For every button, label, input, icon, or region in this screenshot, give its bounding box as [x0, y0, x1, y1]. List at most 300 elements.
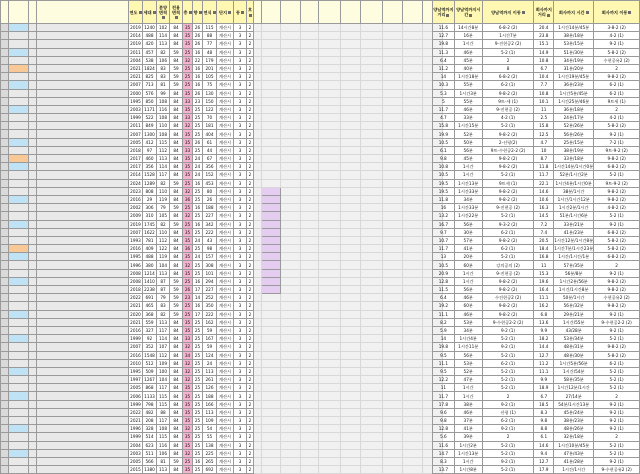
obscured-cell[interactable]: [383, 138, 403, 146]
obscured-cell[interactable]: [37, 310, 129, 318]
table-cell[interactable]: 13.2: [433, 212, 455, 220]
obscured-cell[interactable]: [301, 417, 319, 425]
table-cell[interactable]: 6-2 (1): [482, 245, 534, 253]
table-cell[interactable]: 2: [247, 277, 254, 285]
table-cell[interactable]: 25: [183, 457, 193, 465]
table-cell[interactable]: 5-2 (1): [482, 253, 534, 261]
obscured-cell[interactable]: [281, 32, 301, 40]
obscured-cell[interactable]: [361, 171, 383, 179]
obscured-cell[interactable]: [254, 245, 262, 253]
table-cell[interactable]: 12.7: [534, 351, 554, 359]
table-cell[interactable]: 3: [234, 195, 247, 203]
table-cell[interactable]: 3: [234, 449, 247, 457]
table-cell[interactable]: 9.7: [433, 228, 455, 236]
obscured-cell[interactable]: [9, 343, 29, 351]
obscured-cell[interactable]: [29, 310, 37, 318]
table-cell[interactable]: 3: [234, 441, 247, 449]
table-cell[interactable]: 계산시: [217, 245, 234, 253]
obscured-cell[interactable]: [383, 335, 403, 343]
obscured-cell[interactable]: [262, 138, 281, 146]
obscured-cell[interactable]: [29, 359, 37, 367]
obscured-cell[interactable]: [383, 89, 403, 97]
obscured-cell[interactable]: [361, 179, 383, 187]
table-cell[interactable]: 6-8-2 (2): [594, 163, 640, 171]
obscured-cell[interactable]: [262, 212, 281, 220]
table-cell[interactable]: 25: [193, 433, 203, 441]
obscured-cell[interactable]: [383, 97, 403, 105]
table-cell[interactable]: 59: [170, 302, 183, 310]
obscured-cell[interactable]: [361, 122, 383, 130]
table-cell[interactable]: 19.5: [433, 179, 455, 187]
obscured-cell[interactable]: [281, 294, 301, 302]
obscured-cell[interactable]: [341, 89, 361, 97]
obscured-cell[interactable]: [37, 384, 129, 392]
table-cell[interactable]: 9-8-2 (2): [594, 73, 640, 81]
obscured-cell[interactable]: [9, 204, 29, 212]
obscured-cell[interactable]: [262, 367, 281, 375]
table-cell[interactable]: 115: [157, 433, 170, 441]
table-cell[interactable]: 23: [193, 97, 203, 105]
obscured-cell[interactable]: [29, 417, 37, 425]
obscured-cell[interactable]: [383, 376, 403, 384]
obscured-cell[interactable]: [254, 286, 262, 294]
table-cell[interactable]: 3: [234, 114, 247, 122]
table-cell[interactable]: 9-2 (1): [594, 130, 640, 138]
table-cell[interactable]: 3: [234, 457, 247, 465]
table-cell[interactable]: 342: [203, 220, 217, 228]
table-cell[interactable]: 5-8-2 (2): [594, 48, 640, 56]
obscured-cell[interactable]: [319, 204, 341, 212]
table-cell[interactable]: 84: [170, 114, 183, 122]
table-cell[interactable]: 2017: [130, 156, 141, 162]
table-cell[interactable]: 84: [170, 228, 183, 236]
table-cell[interactable]: 33: [183, 97, 193, 105]
obscured-cell[interactable]: [1, 187, 9, 195]
table-cell[interactable]: 84: [170, 392, 183, 400]
table-cell[interactable]: 2003: [130, 106, 141, 112]
table-cell[interactable]: 56분/26분: [554, 130, 594, 138]
obscured-cell[interactable]: [383, 228, 403, 236]
table-cell[interactable]: 51분/30분: [554, 48, 594, 56]
obscured-cell[interactable]: [341, 400, 361, 408]
obscured-cell[interactable]: [341, 204, 361, 212]
obscured-cell[interactable]: [383, 417, 403, 425]
table-cell[interactable]: 35: [183, 408, 193, 416]
obscured-cell[interactable]: [37, 24, 129, 32]
table-cell[interactable]: 1133: [144, 393, 155, 399]
obscured-cell[interactable]: [37, 277, 129, 285]
obscured-cell[interactable]: [29, 367, 37, 375]
obscured-cell[interactable]: [341, 425, 361, 433]
obscured-cell[interactable]: [29, 302, 37, 310]
table-cell[interactable]: 6.1: [534, 433, 554, 441]
table-cell[interactable]: 9-수현공2-2 (2): [594, 318, 640, 326]
obscured-cell[interactable]: [281, 155, 301, 163]
table-cell[interactable]: 162: [203, 318, 217, 326]
table-cell[interactable]: 9-2 (1): [482, 326, 534, 334]
obscured-cell[interactable]: [1, 56, 9, 64]
table-cell[interactable]: 7.2: [534, 220, 554, 228]
table-cell[interactable]: 1시간/1시간: [554, 466, 594, 474]
table-cell[interactable]: 6.7: [534, 392, 554, 400]
obscured-cell[interactable]: [254, 114, 262, 122]
table-cell[interactable]: 5-2 (1): [482, 48, 534, 56]
obscured-cell[interactable]: [254, 433, 262, 441]
obscured-cell[interactable]: [254, 384, 262, 392]
table-cell[interactable]: 9-3-2 (2): [482, 220, 534, 228]
table-cell[interactable]: 308: [203, 261, 217, 269]
table-cell[interactable]: 계산시: [217, 130, 234, 138]
table-cell[interactable]: 32: [183, 187, 193, 195]
table-cell[interactable]: 5-8-2 (2): [594, 245, 640, 253]
table-cell[interactable]: 9-2 (1): [594, 326, 640, 334]
obscured-cell[interactable]: [403, 417, 423, 425]
table-cell[interactable]: 3: [234, 130, 247, 138]
table-cell[interactable]: 9.5: [433, 351, 455, 359]
table-cell[interactable]: 15.8: [433, 122, 455, 130]
table-cell[interactable]: 82: [157, 220, 170, 228]
obscured-cell[interactable]: [341, 294, 361, 302]
obscured-cell[interactable]: [1, 40, 9, 48]
obscured-cell[interactable]: [383, 269, 403, 277]
obscured-cell[interactable]: [29, 81, 37, 89]
table-cell[interactable]: 1시간: [454, 457, 482, 465]
table-cell[interactable]: 32: [183, 56, 193, 64]
obscured-cell[interactable]: [403, 269, 423, 277]
table-cell[interactable]: 16: [193, 220, 203, 228]
obscured-cell[interactable]: [361, 114, 383, 122]
table-cell[interactable]: 9-2 (1): [594, 40, 640, 48]
table-cell[interactable]: 47분: [454, 376, 482, 384]
obscured-cell[interactable]: [262, 269, 281, 277]
table-cell[interactable]: 계산시: [217, 48, 234, 56]
table-cell[interactable]: 34분: [454, 195, 482, 203]
obscured-cell[interactable]: [383, 351, 403, 359]
obscured-cell[interactable]: [281, 163, 301, 171]
table-cell[interactable]: 3: [234, 155, 247, 163]
table-cell[interactable]: 14.5: [534, 212, 554, 220]
table-cell[interactable]: 112: [157, 236, 170, 244]
obscured-cell[interactable]: [9, 351, 29, 359]
table-cell[interactable]: 265: [203, 457, 217, 465]
table-cell[interactable]: 84: [170, 335, 183, 343]
table-cell[interactable]: 88: [203, 32, 217, 40]
table-cell[interactable]: 52분/1시간2분: [554, 171, 594, 179]
obscured-cell[interactable]: [29, 294, 37, 302]
obscured-cell[interactable]: [262, 146, 281, 154]
obscured-cell[interactable]: [301, 392, 319, 400]
table-cell[interactable]: 227: [203, 286, 217, 294]
obscured-cell[interactable]: [403, 122, 423, 130]
obscured-cell[interactable]: [301, 48, 319, 56]
obscured-cell[interactable]: [29, 400, 37, 408]
table-cell[interactable]: 59: [170, 277, 183, 285]
obscured-cell[interactable]: [1, 24, 9, 32]
table-cell[interactable]: 850: [143, 97, 157, 105]
obscured-cell[interactable]: [403, 40, 423, 48]
header-station-distance[interactable]: 양남역까지거리: [433, 1, 455, 24]
table-cell[interactable]: 2: [247, 81, 254, 89]
obscured-cell[interactable]: [254, 89, 262, 97]
obscured-cell[interactable]: [301, 32, 319, 40]
table-cell[interactable]: 1267: [144, 377, 155, 383]
table-cell[interactable]: 2.5: [534, 114, 554, 122]
table-cell[interactable]: 9-2 (1): [594, 310, 640, 318]
obscured-cell[interactable]: [361, 359, 383, 367]
table-cell[interactable]: 6-2 (1): [482, 81, 534, 89]
table-cell[interactable]: 2: [247, 302, 254, 310]
table-cell[interactable]: 35: [183, 392, 193, 400]
obscured-cell[interactable]: [403, 367, 423, 375]
table-cell[interactable]: 26: [193, 89, 203, 97]
table-cell[interactable]: 2: [247, 89, 254, 97]
table-cell[interactable]: 37분: [454, 417, 482, 425]
table-cell[interactable]: 11.2: [534, 359, 554, 367]
obscured-cell[interactable]: [341, 130, 361, 138]
obscured-cell[interactable]: [37, 245, 129, 253]
table-cell[interactable]: 1996: [130, 426, 141, 432]
obscured-cell[interactable]: [319, 449, 341, 457]
table-cell[interactable]: 457: [143, 48, 157, 56]
table-cell[interactable]: 35: [183, 138, 193, 146]
table-cell[interactable]: 11.7: [433, 105, 455, 113]
table-cell[interactable]: 5-2 (1): [594, 376, 640, 384]
table-cell[interactable]: 1시간: [454, 277, 482, 285]
obscured-cell[interactable]: [254, 277, 262, 285]
table-cell[interactable]: 3: [234, 433, 247, 441]
table-cell[interactable]: 79: [157, 294, 170, 302]
table-cell[interactable]: 32: [183, 122, 193, 130]
table-cell[interactable]: 2022: [130, 409, 141, 415]
obscured-cell[interactable]: [281, 56, 301, 64]
obscured-cell[interactable]: [301, 105, 319, 113]
table-cell[interactable]: 105: [157, 212, 170, 220]
table-cell[interactable]: 106: [157, 56, 170, 64]
table-cell[interactable]: 수진현공2 (2): [482, 294, 534, 302]
table-cell[interactable]: 166: [203, 400, 217, 408]
obscured-cell[interactable]: [403, 302, 423, 310]
table-cell[interactable]: 2: [594, 64, 640, 72]
obscured-cell[interactable]: [281, 466, 301, 474]
obscured-cell[interactable]: [1, 417, 9, 425]
table-cell[interactable]: 2021: [130, 66, 141, 72]
table-cell[interactable]: 53분/34분: [554, 335, 594, 343]
obscured-cell[interactable]: [262, 97, 281, 105]
table-cell[interactable]: 310: [143, 212, 157, 220]
table-cell[interactable]: 7.7: [534, 81, 554, 89]
obscured-cell[interactable]: [301, 89, 319, 97]
obscured-cell[interactable]: [254, 32, 262, 40]
obscured-cell[interactable]: [319, 130, 341, 138]
table-cell[interactable]: 2006: [130, 393, 141, 399]
table-cell[interactable]: 119: [157, 195, 170, 203]
obscured-cell[interactable]: [281, 261, 301, 269]
table-cell[interactable]: 124: [203, 351, 217, 359]
obscured-cell[interactable]: [361, 326, 383, 334]
table-cell[interactable]: 계산시: [217, 204, 234, 212]
obscured-cell[interactable]: [319, 400, 341, 408]
obscured-cell[interactable]: [341, 236, 361, 244]
table-cell[interactable]: 35: [183, 433, 193, 441]
table-cell[interactable]: 59: [170, 64, 183, 72]
table-cell[interactable]: 9-진현공 (2): [482, 204, 534, 212]
table-cell[interactable]: 2: [247, 195, 254, 203]
table-cell[interactable]: 1410: [144, 278, 155, 284]
obscured-cell[interactable]: [341, 195, 361, 203]
table-cell[interactable]: 1999: [130, 401, 141, 407]
header-office-time[interactable]: 회사까지 시간: [554, 1, 594, 24]
table-cell[interactable]: 101: [203, 269, 217, 277]
table-cell[interactable]: 1시간4분: [454, 335, 482, 343]
obscured-cell[interactable]: [341, 220, 361, 228]
obscured-cell[interactable]: [403, 130, 423, 138]
obscured-cell[interactable]: [29, 122, 37, 130]
obscured-cell[interactable]: [9, 425, 29, 433]
table-cell[interactable]: 404: [203, 130, 217, 138]
table-cell[interactable]: 1시간15분: [454, 122, 482, 130]
obscured-cell[interactable]: [281, 64, 301, 72]
table-cell[interactable]: 강의공의 (2): [482, 261, 534, 269]
table-cell[interactable]: 25: [193, 351, 203, 359]
obscured-cell[interactable]: [341, 24, 361, 32]
obscured-cell[interactable]: [341, 114, 361, 122]
table-cell[interactable]: 294: [203, 277, 217, 285]
obscured-cell[interactable]: [37, 48, 129, 56]
table-cell[interactable]: 20.9: [433, 269, 455, 277]
table-cell[interactable]: 59: [170, 220, 183, 228]
obscured-cell[interactable]: [9, 24, 29, 32]
table-cell[interactable]: 22.1: [534, 179, 554, 187]
obscured-cell[interactable]: [383, 171, 403, 179]
table-cell[interactable]: 9-2 (1): [594, 417, 640, 425]
table-cell[interactable]: 27/14분: [554, 392, 594, 400]
obscured-cell[interactable]: [9, 433, 29, 441]
obscured-cell[interactable]: [319, 195, 341, 203]
table-cell[interactable]: 41분/23분: [554, 228, 594, 236]
table-cell[interactable]: 119: [157, 253, 170, 261]
obscured-cell[interactable]: [301, 384, 319, 392]
obscured-cell[interactable]: [341, 392, 361, 400]
obscured-cell[interactable]: [403, 64, 423, 72]
table-cell[interactable]: 2: [247, 318, 254, 326]
table-cell[interactable]: 1995: [130, 98, 141, 104]
obscured-cell[interactable]: [403, 171, 423, 179]
table-cell[interactable]: 11: [534, 261, 554, 269]
table-cell[interactable]: 130: [203, 89, 217, 97]
obscured-cell[interactable]: [341, 457, 361, 465]
obscured-cell[interactable]: [281, 146, 301, 154]
obscured-cell[interactable]: [281, 400, 301, 408]
obscured-cell[interactable]: [29, 466, 37, 474]
table-cell[interactable]: 44: [203, 146, 217, 154]
table-cell[interactable]: 계산시: [217, 122, 234, 130]
table-cell[interactable]: 46분: [454, 48, 482, 56]
table-cell[interactable]: 1시간13분: [454, 179, 482, 187]
table-cell[interactable]: 53분: [454, 359, 482, 367]
obscured-cell[interactable]: [262, 64, 281, 72]
obscured-cell[interactable]: [281, 318, 301, 326]
obscured-cell[interactable]: [403, 408, 423, 416]
obscured-cell[interactable]: [29, 376, 37, 384]
table-cell[interactable]: 계산시: [217, 220, 234, 228]
table-cell[interactable]: 계산시: [217, 155, 234, 163]
table-cell[interactable]: 25: [193, 105, 203, 113]
obscured-cell[interactable]: [37, 89, 129, 97]
table-cell[interactable]: 25분/15분: [554, 138, 594, 146]
table-cell[interactable]: 25: [193, 335, 203, 343]
table-cell[interactable]: 2: [247, 155, 254, 163]
table-cell[interactable]: 9-8-2 (2): [482, 89, 534, 97]
obscured-cell[interactable]: [383, 122, 403, 130]
obscured-cell[interactable]: [281, 449, 301, 457]
table-cell[interactable]: 2: [247, 335, 254, 343]
table-cell[interactable]: 25: [193, 425, 203, 433]
table-cell[interactable]: 2016: [130, 246, 141, 252]
obscured-cell[interactable]: [403, 351, 423, 359]
table-cell[interactable]: 2014: [130, 33, 141, 39]
table-cell[interactable]: 2005: [130, 385, 141, 391]
table-cell[interactable]: 225: [203, 449, 217, 457]
obscured-cell[interactable]: [281, 236, 301, 244]
obscured-cell[interactable]: [9, 245, 29, 253]
table-cell[interactable]: 36분/18분: [554, 105, 594, 113]
obscured-cell[interactable]: [262, 466, 281, 474]
table-cell[interactable]: 39분: [454, 433, 482, 441]
table-cell[interactable]: 2019: [130, 221, 141, 227]
table-cell[interactable]: 84: [170, 253, 183, 261]
obscured-cell[interactable]: [254, 56, 262, 64]
table-cell[interactable]: 계산시: [217, 417, 234, 425]
table-cell[interactable]: 57분: [454, 236, 482, 244]
obscured-cell[interactable]: [301, 376, 319, 384]
table-cell[interactable]: 150: [203, 97, 217, 105]
obscured-cell[interactable]: [319, 367, 341, 375]
obscured-cell[interactable]: [37, 286, 129, 294]
obscured-cell[interactable]: [254, 253, 262, 261]
table-cell[interactable]: 45분/24분: [554, 408, 594, 416]
obscured-cell[interactable]: [361, 351, 383, 359]
table-cell[interactable]: 16.8: [534, 253, 554, 261]
obscured-cell[interactable]: [341, 286, 361, 294]
table-cell[interactable]: 2016: [130, 197, 141, 203]
obscured-cell[interactable]: [1, 318, 9, 326]
obscured-cell[interactable]: [9, 146, 29, 154]
table-cell[interactable]: 75: [203, 81, 217, 89]
table-cell[interactable]: 31분/20분: [554, 64, 594, 72]
obscured-cell[interactable]: [383, 253, 403, 261]
obscured-cell[interactable]: [319, 294, 341, 302]
obscured-cell[interactable]: [37, 97, 129, 105]
obscured-cell[interactable]: [29, 179, 37, 187]
obscured-cell[interactable]: [9, 408, 29, 416]
obscured-cell[interactable]: [29, 277, 37, 285]
table-cell[interactable]: 25: [183, 64, 193, 72]
obscured-cell[interactable]: [9, 457, 29, 465]
table-cell[interactable]: 25: [183, 81, 193, 89]
table-cell[interactable]: 181: [203, 122, 217, 130]
table-cell[interactable]: 56분: [454, 146, 482, 154]
table-cell[interactable]: 2003: [130, 450, 141, 456]
obscured-cell[interactable]: [254, 212, 262, 220]
obscured-cell[interactable]: [341, 40, 361, 48]
table-cell[interactable]: 계산시: [217, 392, 234, 400]
table-cell[interactable]: 2: [247, 212, 254, 220]
obscured-cell[interactable]: [341, 417, 361, 425]
obscured-cell[interactable]: [301, 433, 319, 441]
table-cell[interactable]: 2: [247, 392, 254, 400]
obscured-cell[interactable]: [281, 171, 301, 179]
table-cell[interactable]: 2002: [130, 205, 141, 211]
